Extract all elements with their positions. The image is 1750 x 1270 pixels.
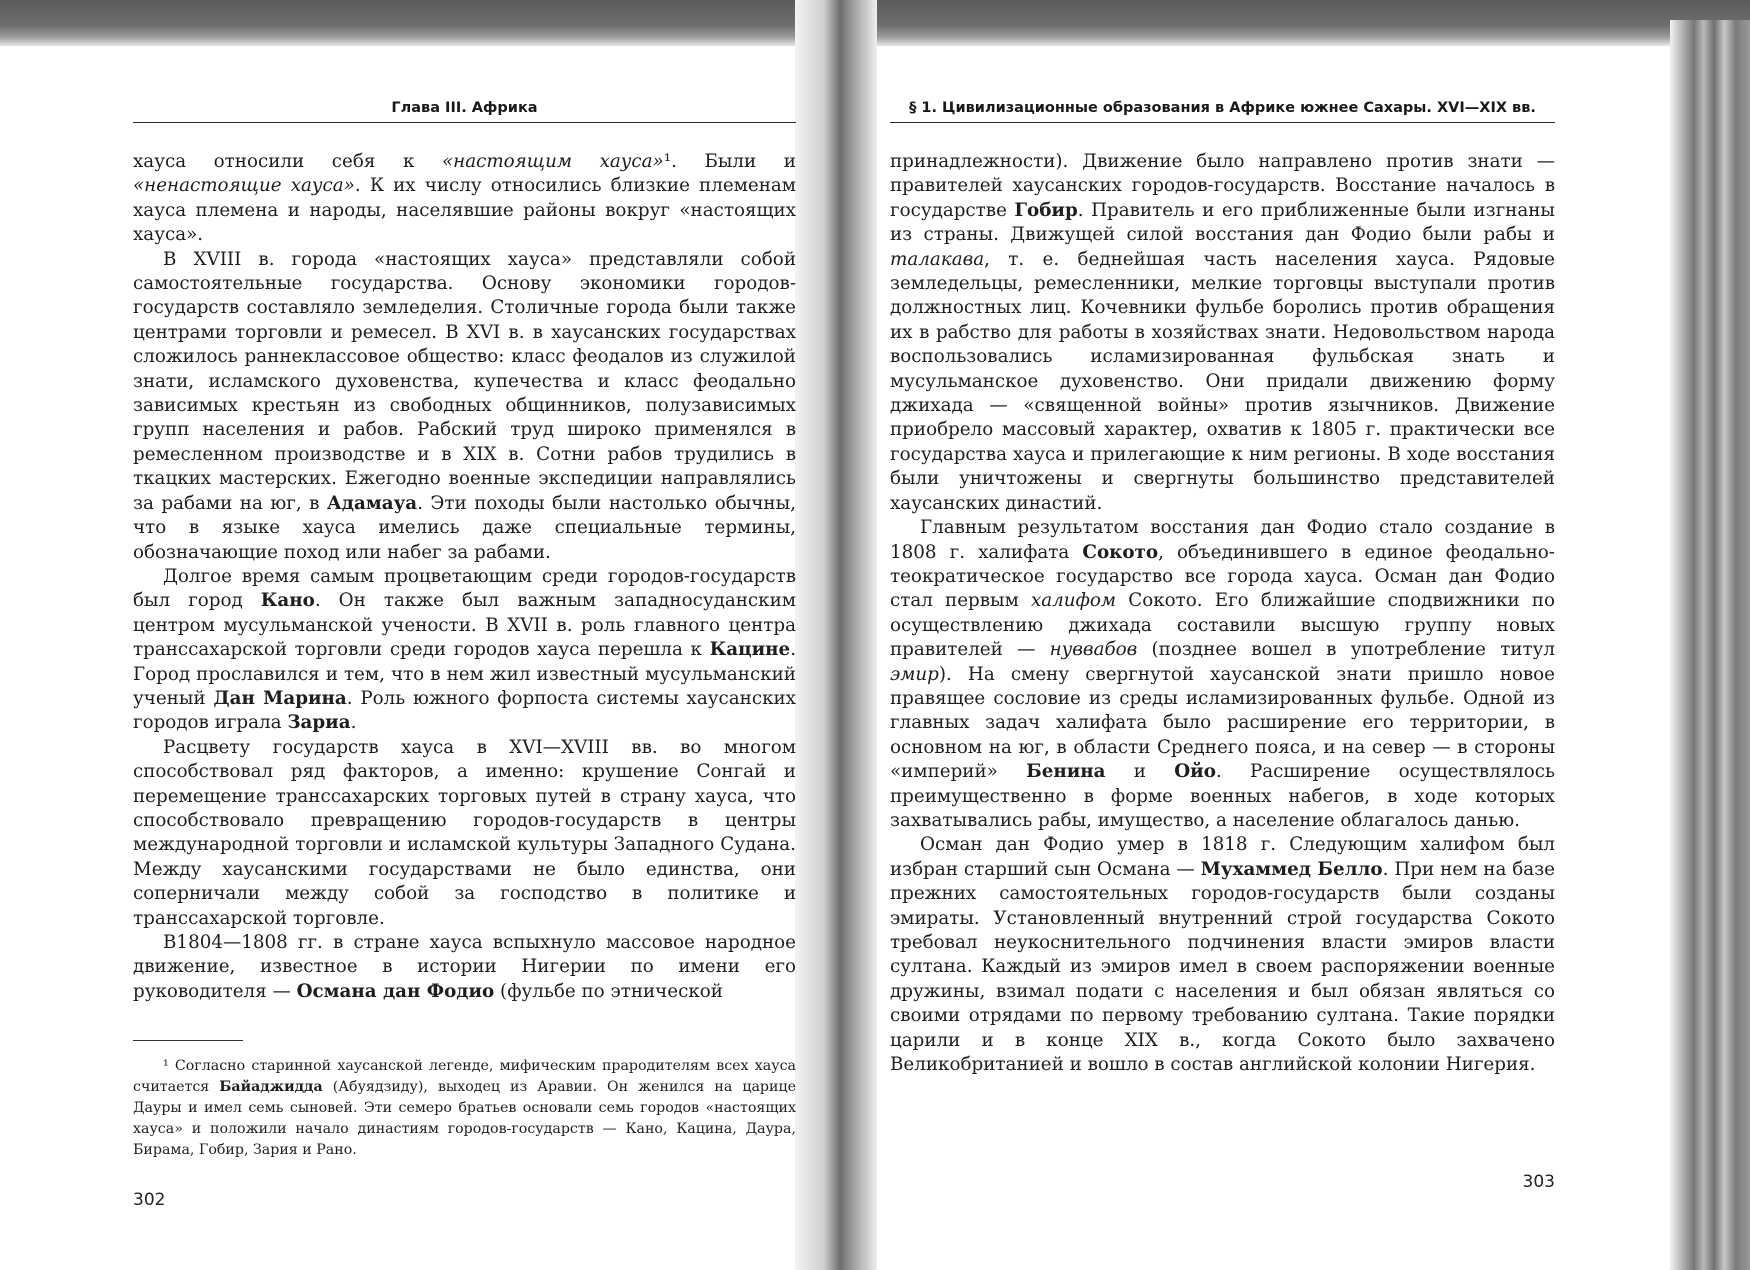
footnote-rule bbox=[133, 1040, 243, 1041]
text-run: Осман дан Фодио умер в 1818 г. Следующим халифом был избран старший сын Османа — bbox=[890, 834, 1555, 880]
text-run: ). На смену свергнутой хаусанской знати пришло новое правящее сословие из среды исламизированных фульбе. Одной из главных задач халифата было расширение его территории, в основном на юг, в области Среднего пояса, и на север — в стороны «империй» bbox=[890, 663, 1555, 783]
right-body-text bbox=[890, 150, 1555, 1077]
text-run: ¹ Согласно старинной хаусанской легенде, мифическим прародителям всех хауса считается bbox=[133, 1058, 796, 1095]
text-run: . Роль южного форпоста системы хаусанских городов играла bbox=[133, 687, 796, 734]
italic-term: «настоящим хауса» bbox=[441, 151, 664, 172]
text-run: хауса относили себя к bbox=[133, 151, 442, 172]
bold-term: Мухаммед Белло bbox=[1200, 858, 1383, 880]
bold-term: Гобир bbox=[1014, 199, 1078, 221]
text-run: . Расширение осуществлялось преимущественно в форме военных набегов, в ходе которых захватывались рабы, имущество, а население облагалось данью. bbox=[890, 761, 1555, 831]
text-run: . Он также был важным западносуданским центром мусульманской учености. В XVII в. роль главного центра транссахарской торговли среди городов хауса перешла к bbox=[133, 590, 796, 661]
text-run: и bbox=[1105, 761, 1175, 783]
paragraph bbox=[133, 150, 796, 248]
text-run: принадлежности). Движение было направлено против знати — правителей хаусанских городов-государств. Восстание началось в государстве bbox=[890, 151, 1555, 221]
text-run: (фульбе по этнической bbox=[494, 980, 723, 1002]
left-body-text bbox=[133, 150, 796, 1004]
text-run: , т. е. беднейшая часть населения хауса. Рядовые земледельцы, ремесленники, мелкие торговцы выступали против должностных лиц. Кочевники фульбе боролись против обращения их в рабство для работы в хозяйствах знати. Недовольством народа воспользовались исламизированная фульбская знать и мусульманское духовенство. Они придали движению форму джихада — «священной войны» против язычников. Движение приобрело массовый характер, охватив к 1805 г. практически все государства хауса и прилегающие к ним регионы. В ходе восстания были уничтожены и свергнуты большинство представителей хаусанских династий. bbox=[890, 248, 1555, 514]
paragraph bbox=[890, 150, 1555, 516]
text-run: . Эти походы были настолько обычны, что в языке хауса имелись даже специальные термины, обозначающие поход или набег за рабами. bbox=[133, 492, 796, 563]
text-run: . К их числу относились близкие племенам хауса племена и народы, населявшие районы вокруг «настоящих хауса». bbox=[133, 175, 796, 246]
paragraph bbox=[133, 736, 796, 931]
text-run: (позднее вошел в употребление титул bbox=[1137, 639, 1556, 661]
paragraph bbox=[133, 565, 796, 736]
italic-term: нуввабов bbox=[1049, 639, 1138, 661]
bold-term: Кацине bbox=[709, 639, 791, 661]
bold-term: Османа дан Фодио bbox=[296, 980, 495, 1002]
text-run: Главным результатом восстания дан Фодио стало создание в 1808 г. халифата bbox=[890, 517, 1555, 563]
bold-term: Кано bbox=[260, 590, 315, 612]
bold-term: Бенина bbox=[1026, 761, 1106, 783]
running-head-right: § 1. Цивилизационные образования в Африке южнее Сахары. XVI—XIX вв. bbox=[890, 100, 1555, 123]
italic-term: эмир bbox=[890, 663, 939, 685]
right-page bbox=[890, 0, 1555, 1270]
text-run: . bbox=[350, 712, 357, 734]
left-page bbox=[133, 0, 796, 1270]
text-run: (Абуядзиду), выходец из Аравии. Он женился на царице Дауры и имел семь сыновей. Эти семеро братьев основали семь городов «настоящих хауса» и положили начало династиям городов-государств — Кано, Кацина, Даура, Бирама, Гобир, Зария и Рано. bbox=[133, 1079, 796, 1158]
bold-term: Зариа bbox=[287, 712, 351, 734]
bold-term: Адамауа bbox=[326, 492, 418, 514]
text-run: , объединившего в единое феодально-теократическое государство все города хауса. Осман дан Фодио стал первым bbox=[890, 541, 1555, 612]
text-run: Долгое время самым процветающим среди городов-государств был город bbox=[133, 565, 796, 612]
running-head-left: Глава III. Африка bbox=[133, 100, 796, 123]
text-run: В XVIII в. города «настоящих хауса» представляли собой самостоятельные государства. Основу экономики городов-государств составляло земледелия. Столичные города были также центрами торговли и ремесел. В XVI в. в хаусанских государствах сложилось раннеклассовое общество: класс феодалов из служилой знати, исламского духовенства, купечества и класс феодально зависимых крестьян из свободных общинников, полузависимых групп населения и рабов. Рабский труд широко применялся в ремесленном производстве и в XIX в. Сотни рабов трудились в ткацких мастерских. Ежегодно военные экспедиции направлялись за рабами на юг, в bbox=[133, 248, 796, 514]
page-edges-stack bbox=[1670, 20, 1750, 1270]
book-spine-shadow bbox=[795, 0, 877, 1270]
page-number-left: 302 bbox=[133, 1190, 166, 1210]
paragraph bbox=[133, 931, 796, 1004]
paragraph bbox=[133, 248, 796, 565]
text-run: . Правитель и его приближенные были изгнаны из страны. Движущей силой восстания дан Фодио были рабы и bbox=[890, 199, 1555, 246]
italic-term: халифом bbox=[1030, 590, 1117, 612]
italic-term: «ненастоящие хауса» bbox=[133, 175, 355, 197]
bold-term: Дан Марина bbox=[213, 687, 347, 709]
text-run: Сокото. Его ближайшие сподвижники по осуществлению джихада составили высшую группу новых правителей — bbox=[890, 590, 1555, 661]
bold-term: Байаджидда bbox=[219, 1079, 323, 1095]
bold-term: Ойо bbox=[1174, 761, 1216, 783]
paragraph bbox=[890, 516, 1555, 833]
italic-term: талакава bbox=[890, 248, 985, 270]
page-number-right: 303 bbox=[1522, 1172, 1555, 1192]
text-run: . Город прославился и тем, что в нем жил известный мусульманский ученый bbox=[133, 639, 796, 709]
text-run: Расцвету государств хауса в XVI—XVIII вв. во многом способствовал ряд факторов, а именно: крушение Сонгай и перемещение транссахарских торговых путей в страну хауса, что способствовало превращению городов-государств в центры международной торговли и исламской культуры Западного Судана. Между хаусанскими государствами не было единства, они соперничали между собой за господство в политике и транссахарской торговле. bbox=[133, 736, 796, 929]
paragraph bbox=[890, 833, 1555, 1077]
footnote bbox=[133, 1056, 796, 1161]
text-run: В1804—1808 гг. в стране хауса вспыхнуло массовое народное движение, известное в истории Нигерии по имени его руководителя — bbox=[133, 932, 796, 1002]
text-run: . При нем на базе прежних самостоятельных городов-государств были созданы эмираты. Установленный внутренний строй государства Сокото требовал неукоснительного подчинения власти эмиров власти султана. Каждый из эмиров имел в своем распоряжении военные дружины, взимал подати с населения и был обязан являться со своими отрядами по первому требованию султана. Такие порядки царили и в конце XIX в., когда Сокото было захвачено Великобританией и вошло в состав английской колонии Нигерия. bbox=[890, 858, 1555, 1076]
bold-term: Сокото bbox=[1082, 541, 1159, 563]
text-run: ¹. Были и bbox=[663, 151, 796, 172]
